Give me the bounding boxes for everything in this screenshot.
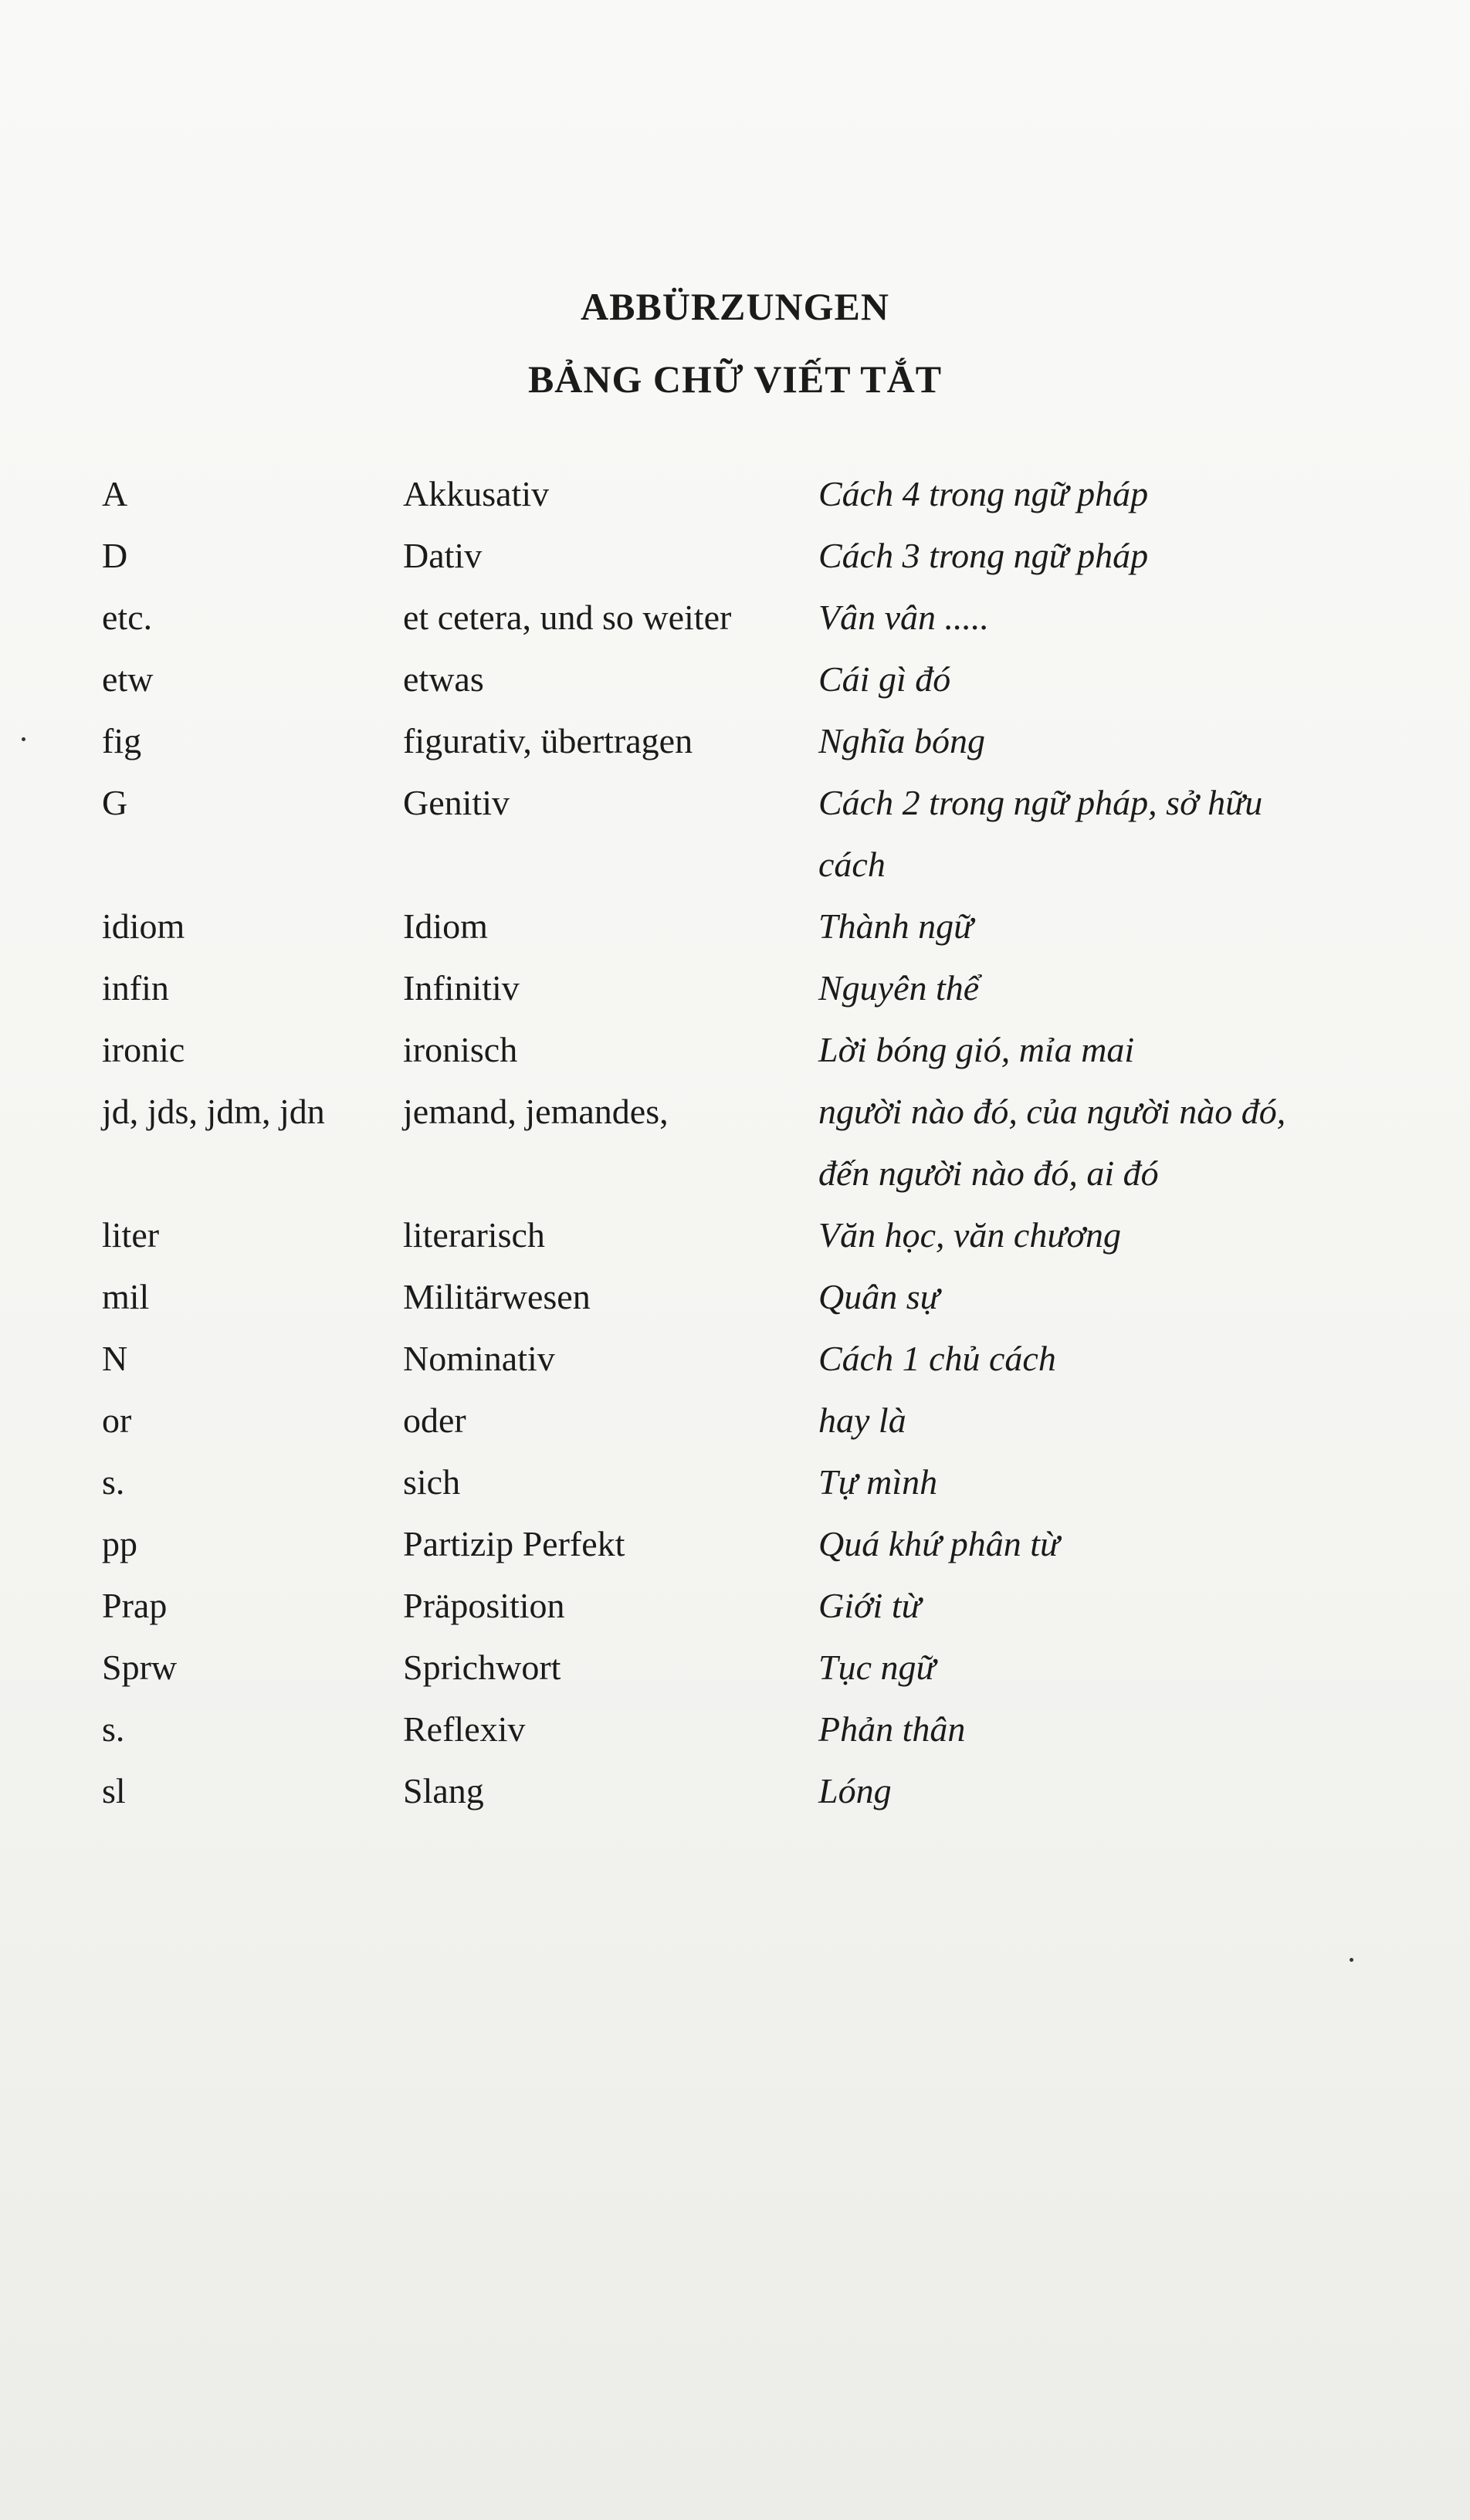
- vietnamese-meaning: [818, 1451, 1353, 1513]
- german-term: Partizip Perfekt: [403, 1524, 625, 1563]
- vietnamese-meaning-line: Cách 1 chủ cách: [818, 1339, 1056, 1378]
- vietnamese-meaning-line: Văn học, văn chương: [818, 1215, 1121, 1255]
- title-german: ABBÜRZUNGEN: [581, 285, 889, 328]
- german-term: oder: [403, 1401, 466, 1440]
- vietnamese-meaning: [818, 1204, 1353, 1266]
- abbreviation: s.: [102, 1709, 125, 1749]
- german-term: Genitiv: [403, 783, 510, 822]
- german-term: jemand, jemandes,: [403, 1092, 669, 1131]
- vietnamese-meaning-line: hay là: [818, 1401, 906, 1440]
- speck-mark: [22, 737, 25, 741]
- abbreviation: N: [102, 1339, 128, 1378]
- german-term: Nominativ: [403, 1339, 555, 1378]
- abbreviation-list: [102, 463, 1353, 1822]
- vietnamese-meaning-line: Lóng: [818, 1771, 892, 1810]
- abbreviation-row: [102, 896, 1353, 957]
- abbreviation-row: [102, 1019, 1353, 1081]
- abbreviation-row: [102, 463, 1353, 525]
- german-term: Militärwesen: [403, 1277, 591, 1316]
- vietnamese-meaning: [818, 896, 1353, 957]
- vietnamese-meaning-line: Phản thân: [818, 1709, 966, 1749]
- abbreviation-row: [102, 649, 1353, 710]
- vietnamese-meaning-line: Nghĩa bóng: [818, 721, 985, 760]
- abbreviation: etw: [102, 659, 154, 699]
- abbreviation-row: [102, 1699, 1353, 1760]
- vietnamese-meaning: [818, 1760, 1353, 1822]
- vietnamese-meaning: [818, 772, 1353, 896]
- abbreviation-row: [102, 1760, 1353, 1822]
- german-term: et cetera, und so weiter: [403, 598, 732, 637]
- abbreviation-row: [102, 772, 1353, 896]
- abbreviation-row: [102, 1328, 1353, 1390]
- abbreviation: etc.: [102, 598, 153, 637]
- abbreviation-row: [102, 525, 1353, 587]
- abbreviation: sl: [102, 1771, 126, 1810]
- vietnamese-meaning-line: Giới từ: [818, 1586, 921, 1625]
- vietnamese-meaning-line: Quân sự: [818, 1277, 940, 1316]
- abbreviation-row: [102, 587, 1353, 649]
- vietnamese-meaning-line: Thành ngữ: [818, 906, 974, 946]
- abbreviation: mil: [102, 1277, 150, 1316]
- vietnamese-meaning-line: Nguyên thể: [818, 968, 980, 1008]
- abbreviation-row: [102, 1575, 1353, 1637]
- german-term: Akkusativ: [403, 474, 550, 513]
- vietnamese-meaning: [818, 1266, 1353, 1328]
- german-term: Dativ: [403, 536, 483, 575]
- abbreviation: G: [102, 783, 128, 822]
- abbreviation: ironic: [102, 1030, 185, 1069]
- vietnamese-meaning: [818, 1513, 1353, 1575]
- title-vietnamese: BẢNG CHỮ VIẾT TẮT: [527, 357, 943, 401]
- vietnamese-meaning: [818, 587, 1353, 649]
- vietnamese-meaning: [818, 1390, 1353, 1451]
- abbreviation: fig: [102, 721, 142, 760]
- vietnamese-meaning-line: người nào đó, của người nào đó,: [818, 1092, 1286, 1131]
- german-term: Reflexiv: [403, 1709, 526, 1749]
- abbreviation: Prap: [102, 1586, 168, 1625]
- abbreviation-row: [102, 1637, 1353, 1699]
- vietnamese-meaning-line: Vân vân .....: [818, 598, 990, 637]
- vietnamese-meaning: [818, 1637, 1353, 1699]
- vietnamese-meaning-line: Cách 3 trong ngữ pháp: [818, 536, 1149, 575]
- vietnamese-meaning-line: Cách 4 trong ngữ pháp: [818, 474, 1149, 513]
- abbreviation: or: [102, 1401, 132, 1440]
- abbreviation-row: [102, 1081, 1353, 1204]
- speck-mark: [1350, 1958, 1353, 1962]
- german-term: figurativ, übertragen: [403, 721, 693, 760]
- vietnamese-meaning-line: Cách 2 trong ngữ pháp, sở hữu: [818, 783, 1263, 822]
- german-term: Idiom: [403, 906, 488, 946]
- abbreviation: A: [102, 474, 128, 513]
- vietnamese-meaning-line: Tự mình: [818, 1462, 938, 1502]
- abbreviation-row: [102, 1390, 1353, 1451]
- german-term: literarisch: [403, 1215, 545, 1255]
- abbreviation-row: [102, 957, 1353, 1019]
- vietnamese-meaning: [818, 649, 1353, 710]
- vietnamese-meaning: [818, 1081, 1353, 1204]
- abbreviation: liter: [102, 1215, 160, 1255]
- vietnamese-meaning: [818, 1328, 1353, 1390]
- abbreviation-row: [102, 1204, 1353, 1266]
- vietnamese-meaning-line: đến người nào đó, ai đó: [818, 1153, 1159, 1193]
- abbreviation: idiom: [102, 906, 185, 946]
- abbreviation-row: [102, 1451, 1353, 1513]
- vietnamese-meaning-line: Tục ngữ: [818, 1648, 936, 1687]
- german-term: Präposition: [403, 1586, 565, 1625]
- abbreviation: D: [102, 536, 128, 575]
- vietnamese-meaning: [818, 1575, 1353, 1637]
- abbreviation: jd, jds, jdm, jdn: [102, 1092, 325, 1131]
- vietnamese-meaning-line: Quá khứ phân từ: [818, 1524, 1060, 1563]
- vietnamese-meaning: [818, 1699, 1353, 1760]
- abbreviation: infin: [102, 968, 169, 1008]
- abbreviation: Sprw: [102, 1648, 178, 1687]
- vietnamese-meaning: [818, 710, 1353, 772]
- vietnamese-meaning: [818, 1019, 1353, 1081]
- german-term: Sprichwort: [403, 1648, 561, 1687]
- german-term: Slang: [403, 1771, 484, 1810]
- abbreviation: s.: [102, 1462, 125, 1502]
- vietnamese-meaning: [818, 957, 1353, 1019]
- abbreviation: pp: [102, 1524, 137, 1563]
- abbreviation-row: [102, 1513, 1353, 1575]
- german-term: ironisch: [403, 1030, 518, 1069]
- vietnamese-meaning: [818, 463, 1353, 525]
- abbreviation-row: [102, 710, 1353, 772]
- german-term: sich: [403, 1462, 461, 1502]
- german-term: Infinitiv: [403, 968, 520, 1008]
- vietnamese-meaning-line: cách: [818, 845, 886, 884]
- vietnamese-meaning: [818, 525, 1353, 587]
- abbreviation-row: [102, 1266, 1353, 1328]
- vietnamese-meaning-line: Cái gì đó: [818, 659, 951, 699]
- german-term: etwas: [403, 659, 484, 699]
- vietnamese-meaning-line: Lời bóng gió, mỉa mai: [818, 1030, 1135, 1069]
